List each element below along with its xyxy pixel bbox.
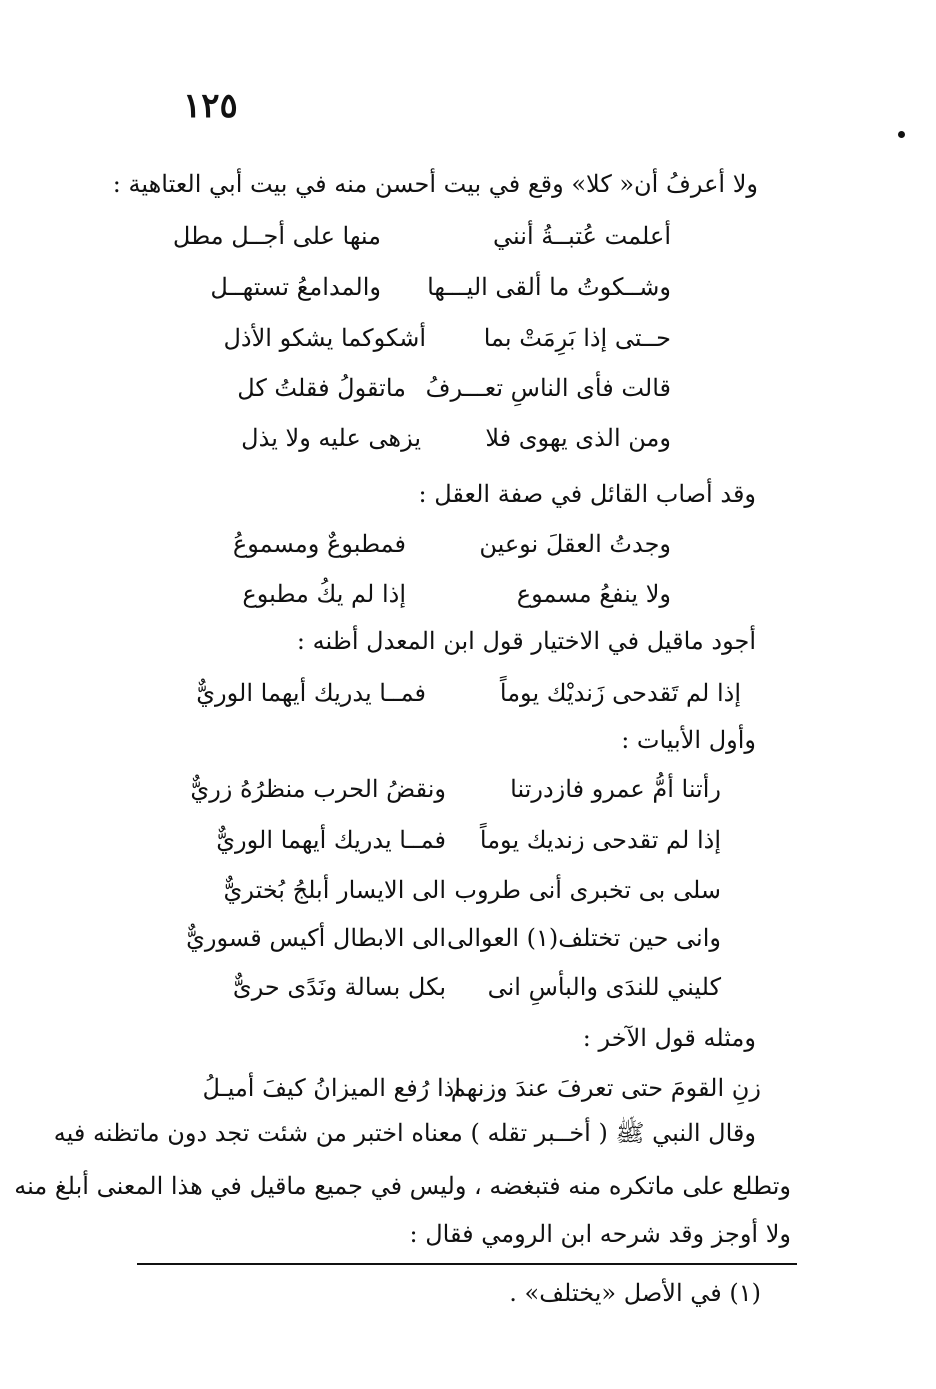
verse-left: يزهى عليه ولا يذل [241,424,421,452]
verse-right: وجدتُ العقلَ نوعين [479,530,671,558]
verse-left: فمطبوعٌ ومسموعُ [232,530,406,558]
verse-right: ومن الذى يهوى فلا [485,424,671,452]
intro-line-1: ولا أعرفُ أن« كلا» وقع في بيت أحسن منه في بيت أبي العتاهية : [112,170,758,198]
verse-right: إذا لم تَقدحى زَنديْك يوماً [499,679,741,707]
margin-dot [898,131,905,138]
intro-line-2: وقد أصاب القائل في صفة العقل : [418,480,756,508]
verse-left: فمــا يدريك أيهما الوريٌّ [216,826,446,854]
verse-left: ونقضُ الحرب منظرُهُ زريٌّ [190,775,446,803]
footnote-separator [137,1263,797,1265]
page-number: ١٢٥ [183,86,238,126]
intro-line-3: أجود ماقيل في الاختيار قول ابن المعدل أظنه : [296,627,756,655]
verse-right: زنِ القومَ حتى تعرفَ عندَ وزنهم [450,1074,761,1102]
verse-left: فمــا يدريك أيهما الوريٌّ [196,679,426,707]
verse-left: أشكوكما يشكو الأذل [223,324,426,352]
verse-right: إذا لم تقدحى زنديك يوماً [479,826,721,854]
prose-line-2: وتطلع على ماتكره منه فتبغضه ، وليس في جميع ماقيل في هذا المعنى أبلغ منه [14,1172,791,1200]
verse-left: الى الابطال أكيس قسوريٌّ [186,924,446,952]
verse-right: قالت فأى الناسِ تعـــرفُ [425,374,671,402]
verse-right: أعلمت عُتبــةُ أنني [493,222,671,250]
verse-left: إذا لم يكُ مطبوع [242,580,406,608]
verse-right: وشــكوتُ ما ألقى اليـــها [427,273,671,301]
verse-right: كليني للندَى والبأسِ انى [487,973,721,1001]
verse-right: وانى حين تختلف(١) العوالى [447,924,721,952]
prose-line-3: ولا أوجز وقد شرحه ابن الرومي فقال : [409,1220,791,1248]
prose-line-1: وقال النبي ﷺ ( أخــبر تقله ) معناه اختبر من شئت تجد دون ماتظنه فيه [53,1119,756,1147]
verse-left: اذا رُفع الميزانُ كيفَ أميـلُ [202,1074,461,1102]
verse-left: ماتقولُ فقلتُ كل [237,374,406,402]
verse-right: ولا ينفعُ مسموع [516,580,671,608]
verse-left: الى الايسار أبلجُ بُختريٌّ [223,876,446,904]
intro-line-5: ومثله قول الآخر : [582,1024,756,1052]
intro-line-4: وأول الأبيات : [621,726,756,754]
verse-right: رأتنا أمُّ عمرو فازدرتنا [510,775,721,803]
footnote: (١) في الأصل «يختلف» . [509,1279,761,1307]
verse-right: سلى بى تخبرى أنى طروب [454,876,721,904]
verse-left: منها على أجــل مطل [172,222,381,250]
verse-right: حــتى إذا بَرِمَتْ بما [483,324,671,352]
verse-left: والمدامعُ تستهــل [210,273,381,301]
verse-left: بكل بسالة ونَدًى حرىٌّ [232,973,446,1001]
